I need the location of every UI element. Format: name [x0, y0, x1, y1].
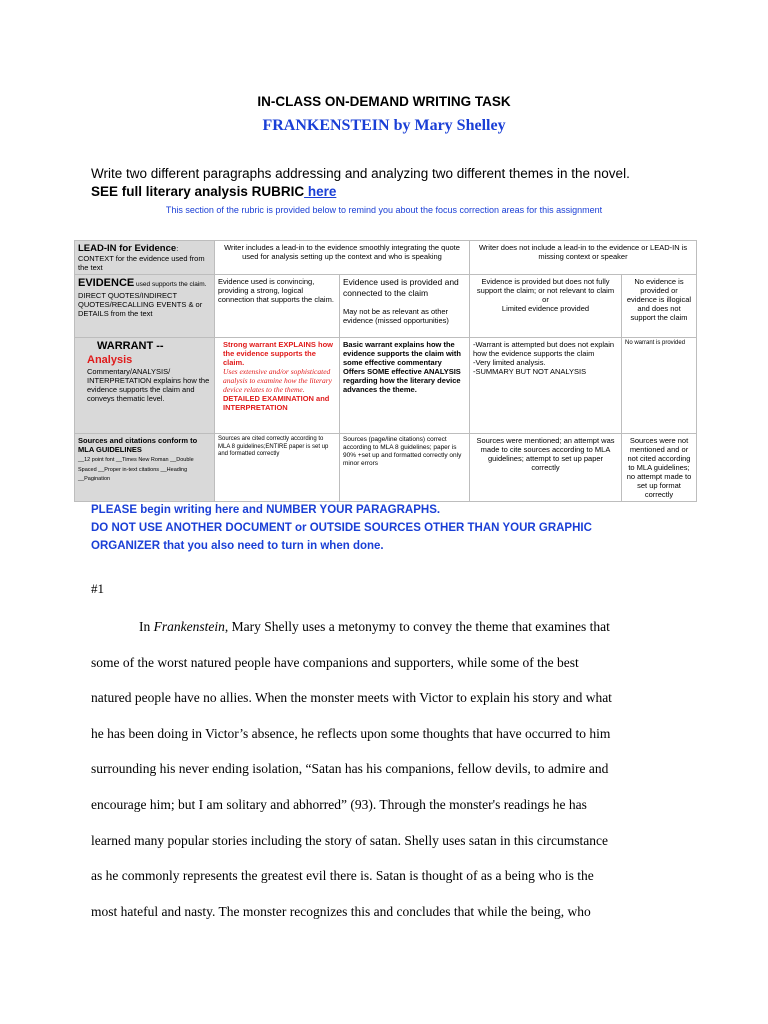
essay-line: surrounding his never ending isolation, “Satan has his companions, fellow devils, to admire and: [91, 761, 609, 777]
evidence-label-small: used supports the claim.: [134, 281, 207, 289]
sources-label-detail: __12 point font __Times New Roman __Double Spaced __Proper in-text citations __Heading __Pagination: [78, 457, 194, 483]
page-subtitle: FRANKENSTEIN by Mary Shelley: [262, 117, 506, 134]
rubric-sources-proficient: Sources (page/line citations) correct according to MLA 8 guidelines; paper is 90% +set up and formatted correctly only minor errors: [340, 434, 470, 502]
essay-line: he has been doing in Victor’s absence, he reflects upon some thoughts that have occurred to him: [91, 725, 611, 741]
writing-instructions: [91, 501, 691, 555]
instruction-line-2: DO NOT USE ANOTHER DOCUMENT or OUTSIDE SOURCES OTHER THAN YOUR GRAPHIC: [91, 522, 592, 534]
rubric-evidence-advanced: Evidence used is convincing, providing a strong, logical connection that supports the claim.: [215, 275, 340, 338]
evidence-proficient-note: May not be as relevant as other evidence (missed opportunities): [343, 306, 449, 325]
rubric-evidence-beginning: No evidence is provided or evidence is illogical and does not support the claim: [622, 275, 697, 338]
book-title: Frankenstein: [153, 619, 225, 634]
rubric-criterion-sources: [75, 434, 215, 502]
rubric-sources-developing: Sources were mentioned; an attempt was made to cite sources according to MLA guidelines; attempt to set up paper correctly: [470, 434, 622, 502]
rubric-link[interactable]: here: [304, 184, 337, 199]
essay-line: [91, 609, 691, 645]
assignment-intro: Write two different paragraphs addressing and analyzing two different themes in the novel.: [91, 166, 630, 181]
rubric-row-warrant: [75, 338, 697, 434]
warrant-advanced-main: Strong warrant EXPLAINS how the evidence supports the claim.: [223, 340, 334, 368]
rubric-leadin-good: Writer includes a lead-in to the evidence smoothly integrating the quote used for analysis setting up the context and who is speaking: [215, 241, 470, 275]
essay-line: some of the worst natured people have companions and supporters, while some of the best: [91, 654, 579, 670]
rubric-criterion-warrant: [75, 338, 215, 434]
rubric-criterion-leadin: [75, 241, 215, 275]
essay-line: learned many popular stories including the story of satan. Shelly uses satan in this circumstance: [91, 832, 609, 848]
rubric-row-sources: [75, 434, 697, 502]
rubric-warrant-advanced: [215, 338, 340, 434]
rubric-sources-advanced: Sources are cited correctly according to MLA 8 guidelines;ENTIRE paper is set up and formatted correctly: [215, 434, 340, 502]
page-title: IN-CLASS ON-DEMAND WRITING TASK: [257, 94, 511, 109]
rubric-sources-beginning: Sources were not mentioned and or not cited according to MLA guidelines; no attempt made to set up format correctly: [622, 434, 697, 502]
rubric-table: [74, 240, 697, 502]
evidence-label-detail: DIRECT QUOTES/INDIRECT QUOTES/RECALLING EVENTS & or DETAILS from the text: [78, 290, 203, 318]
essay-paragraph: [91, 609, 691, 929]
rubric-reference: [91, 184, 336, 199]
rubric-warrant-proficient: Basic warrant explains how the evidence supports the claim with some effective commentary Offers SOME effective ANALYSIS regarding how the literary device advances the theme.: [340, 338, 470, 434]
evidence-proficient-main: Evidence used is provided and connected to the claim: [343, 277, 459, 298]
warrant-label: WARRANT --: [97, 340, 164, 353]
rubric-reference-text: SEE full literary analysis RUBRIC: [91, 184, 305, 199]
rubric-criterion-evidence: [75, 275, 215, 338]
leadin-label: LEAD-IN for Evidence: [78, 243, 177, 254]
leadin-label-detail: : CONTEXT for the evidence used from the text: [78, 244, 205, 273]
warrant-label-analysis: Analysis: [87, 353, 133, 366]
rubric-row-evidence: [75, 275, 697, 338]
rubric-warrant-beginning: No warrant is provided: [622, 338, 697, 434]
rubric-evidence-developing: Evidence is provided but does not fully support the claim; or not relevant to claim or Limited evidence provided: [470, 275, 622, 338]
essay-line-rest: , Mary Shelly uses a metonymy to convey the theme that examines that: [224, 619, 610, 634]
essay-line: most hateful and nasty. The monster recognizes this and concludes that while the being, who: [91, 903, 591, 919]
sources-label: Sources and citations conform to MLA GUIDELINES: [78, 436, 198, 455]
essay-line: as he commonly represents the greatest evil there is. Satan is thought of as a being who is the: [91, 868, 594, 884]
warrant-label-detail: Commentary/ANALYSIS/ INTERPRETATION explains how the evidence supports the claim and conveys thematic level.: [87, 366, 210, 403]
evidence-label: EVIDENCE: [78, 277, 135, 290]
instruction-line-1: PLEASE begin writing here and NUMBER YOUR PARAGRAPHS.: [91, 504, 441, 516]
paragraph-number: #1: [91, 581, 104, 596]
instruction-line-3: ORGANIZER that you also need to turn in when done.: [91, 540, 384, 552]
rubric-note: This section of the rubric is provided below to remind you about the focus correction areas for this assignment: [165, 205, 603, 215]
rubric-row-leadin: [75, 241, 697, 275]
essay-line-start: In: [139, 619, 154, 634]
rubric-warrant-developing: -Warrant is attempted but does not explain how the evidence supports the claim -Very limited analysis. -SUMMARY BUT NOT ANALYSIS: [470, 338, 622, 434]
warrant-advanced-detail: Uses extensive and/or sophisticated analysis to examine how the literary device relates to the theme.: [223, 367, 332, 395]
rubric-leadin-missing: Writer does not include a lead-in to the evidence or LEAD-IN is missing context or speaker: [470, 241, 697, 275]
warrant-advanced-summary: DETAILED EXAMINATION and INTERPRETATION: [223, 394, 330, 413]
rubric-evidence-proficient: [340, 275, 470, 338]
essay-line: encourage him; but I am solitary and abhorred” (93). Through the monster's readings he has: [91, 796, 587, 812]
essay-line: natured people have no allies. When the monster meets with Victor to explain his story and what: [91, 690, 612, 706]
